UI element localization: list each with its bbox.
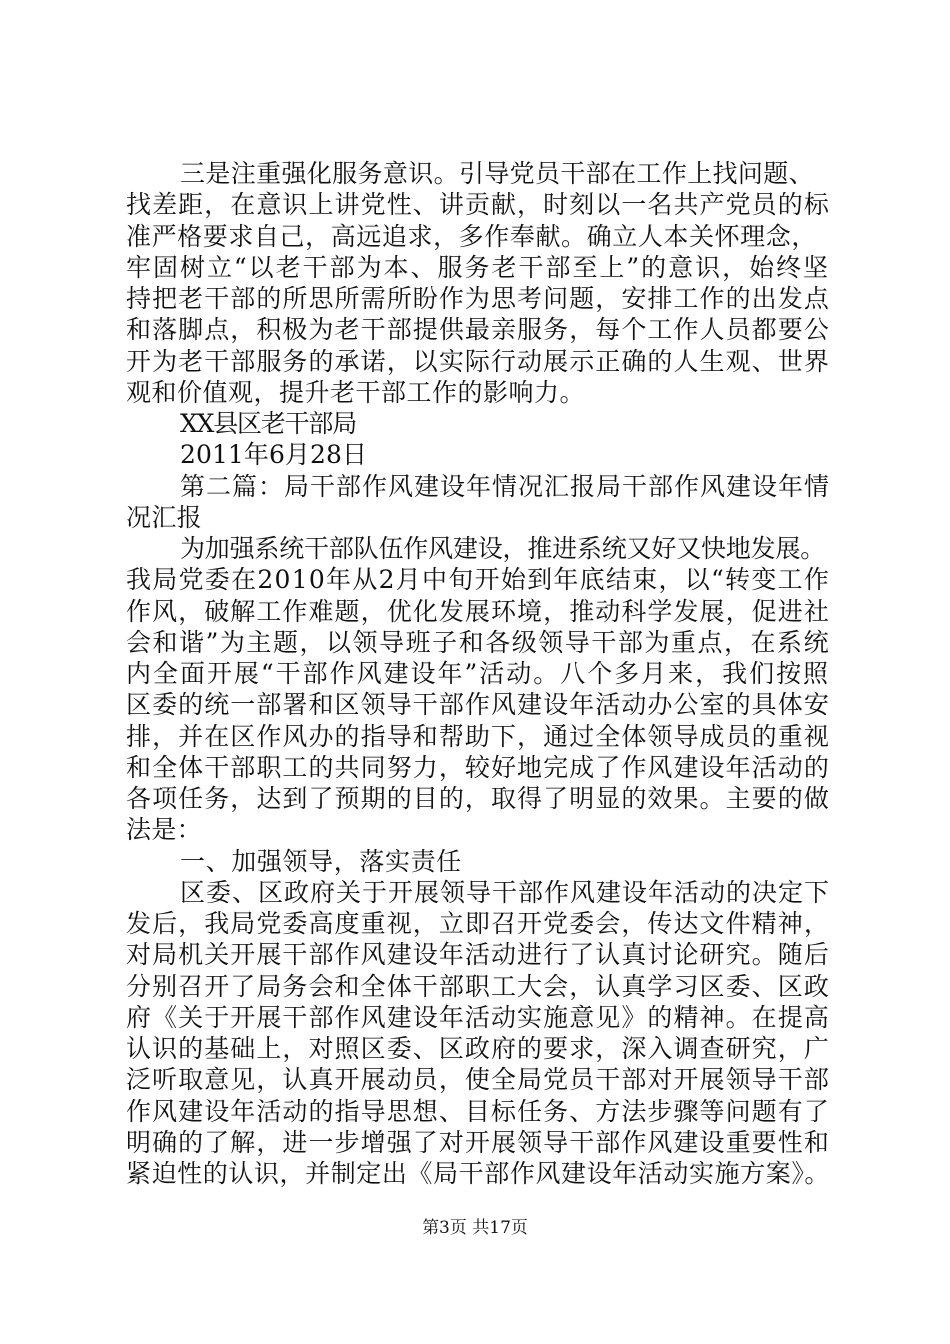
text-line: 况汇报	[126, 503, 202, 532]
text-line: 府《关于开展干部作风建设年活动实施意见》的精神。在提高	[126, 1003, 830, 1032]
text-line: 一、加强领导，落实责任	[180, 847, 462, 876]
text-line: 作风，破解工作难题，优化发展环境，推动科学发展，促进社	[126, 597, 830, 626]
text-line: 泛听取意见，认真开展动员，使全局党员干部对开展领导干部	[126, 1065, 830, 1094]
text-line: 三是注重强化服务意识。引导党员干部在工作上找问题、	[180, 159, 815, 188]
text-line: 观和价值观，提升老干部工作的影响力。	[126, 378, 586, 407]
text-line: 明确的了解，进一步增强了对开展领导干部作风建设重要性和	[126, 1128, 830, 1157]
text-line: 找差距，在意识上讲党性、讲贡献，时刻以一名共产党员的标	[126, 190, 830, 219]
text-line: 开为老干部服务的承诺，以实际行动展示正确的人生观、世界	[126, 347, 830, 376]
text-line: 排，并在区作风办的指导和帮助下，通过全体领导成员的重视	[126, 722, 830, 751]
text-line: 认识的基础上，对照区委、区政府的要求，深入调查研究，广	[126, 1034, 830, 1063]
text-line: 分别召开了局务会和全体干部职工大会，认真学习区委、区政	[126, 972, 830, 1001]
text-line: 牢固树立“以老干部为本、服务老干部至上”的意识，始终坚	[126, 253, 831, 282]
text-line: XX县区老干部局	[180, 409, 356, 438]
text-line: 内全面开展“干部作风建设年”活动。八个多月来，我们按照	[126, 659, 831, 688]
text-line: 和全体干部职工的共同努力，较好地完成了作风建设年活动的	[126, 753, 830, 782]
text-line: 2011年6月28日	[180, 440, 368, 469]
page-number-footer: 第3页 共17页	[422, 1218, 528, 1238]
text-line: 持把老干部的所思所需所盼作为思考问题，安排工作的出发点	[126, 284, 830, 313]
text-line: 为加强系统干部队伍作风建设，推进系统又好又快地发展。	[180, 534, 826, 563]
text-line: 紧迫性的认识，并制定出《局干部作风建设年活动实施方案》。	[126, 1159, 831, 1188]
text-line: 区委、区政府关于开展领导干部作风建设年活动的决定下	[180, 878, 831, 907]
text-line: 法是：	[126, 815, 202, 844]
text-line: 区委的统一部署和区领导干部作风建设年活动办公室的具体安	[126, 690, 830, 719]
text-line: 作风建设年活动的指导思想、目标任务、方法步骤等问题有了	[126, 1097, 830, 1126]
text-line: 对局机关开展干部作风建设年活动进行了认真讨论研究。随后	[126, 940, 830, 969]
text-line: 会和谐”为主题，以领导班子和各级领导干部为重点，在系统	[126, 628, 831, 657]
text-line: 准严格要求自己，高远追求，多作奉献。确立人本关怀理念，	[126, 222, 817, 251]
text-line: 和落脚点，积极为老干部提供最亲服务，每个工作人员都要公	[126, 315, 830, 344]
text-line: 各项任务，达到了预期的目的，取得了明显的效果。主要的做	[126, 784, 830, 813]
text-line: 第二篇：局干部作风建设年情况汇报局干部作风建设年情	[180, 472, 831, 501]
text-line: 我局党委在2010年从2月中旬开始到年底结束，以“转变工作	[126, 565, 831, 594]
text-line: 发后，我局党委高度重视，立即召开党委会，传达文件精神，	[126, 909, 830, 938]
